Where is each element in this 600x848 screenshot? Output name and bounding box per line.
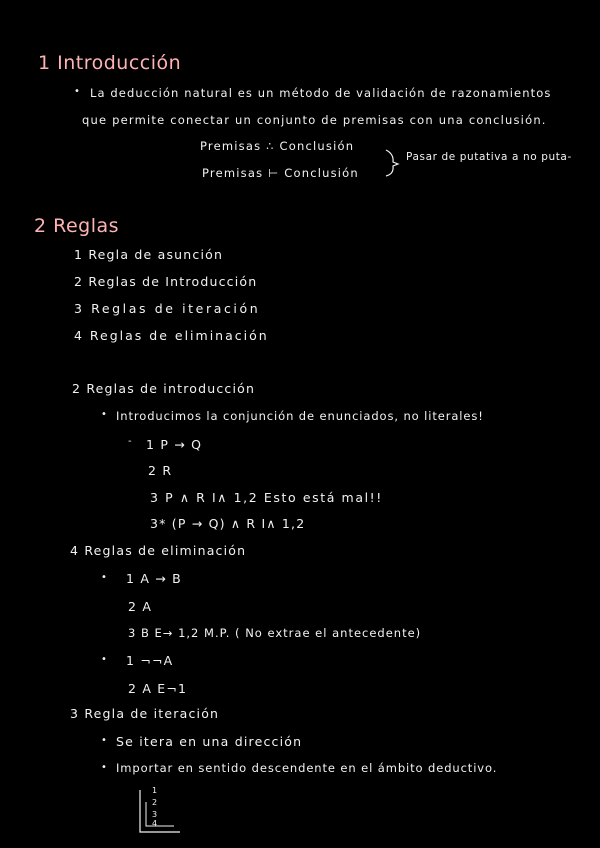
dash-icon: -: [128, 436, 132, 447]
iter-bullet-2: Importar en sentido descendente en el ámbito deductivo.: [116, 761, 498, 775]
scope-num: 3: [152, 810, 158, 819]
scope-num: 2: [152, 798, 158, 807]
scope-num: 1: [152, 786, 158, 795]
intro-note: Introducimos la conjunción de enunciados, no literales!: [116, 409, 484, 423]
bullet-icon: •: [74, 86, 80, 97]
rule-item: 4 Reglas de eliminación: [74, 328, 269, 343]
rule-item: 3 Reglas de iteración: [74, 301, 261, 316]
bullet-icon: •: [101, 572, 107, 583]
scope-num: 4: [152, 819, 158, 828]
proof-line: 3 B E→ 1,2 M.P. ( No extrae el antecedente): [128, 626, 422, 640]
proof-line: 1 P → Q: [146, 437, 203, 452]
section-1-heading: 1 Introducción: [38, 52, 182, 74]
iter-rules-title: 3 Regla de iteración: [70, 706, 220, 721]
proof-line: 3 P ∧ R I∧ 1,2 Esto está mal!!: [150, 490, 383, 505]
brace-icon: [384, 148, 400, 178]
proof-line: 2 A E¬1: [128, 681, 188, 696]
proof-line: 1 A → B: [126, 571, 182, 586]
proof-line: 2 A: [128, 599, 153, 614]
scope-diagram: [134, 786, 184, 836]
section-2-heading: 2 Reglas: [34, 215, 120, 237]
pasar-note: Pasar de putativa a no puta-: [406, 151, 572, 163]
proof-line: 1 ¬¬A: [126, 653, 174, 668]
proof-line: 3* (P → Q) ∧ R I∧ 1,2: [150, 516, 306, 531]
bullet-icon: •: [101, 735, 107, 746]
premisas-turnstile: Premisas ⊢ Conclusión: [202, 166, 359, 180]
rule-item: 1 Regla de asunción: [74, 247, 224, 262]
bullet-icon: •: [101, 762, 107, 773]
iter-bullet-1: Se itera en una dirección: [116, 734, 303, 749]
premisas-therefore: Premisas ∴ Conclusión: [200, 139, 355, 153]
intro-line-1: La deducción natural es un método de validación de razonamientos: [90, 86, 552, 100]
intro-rules-title: 2 Reglas de introducción: [72, 381, 256, 396]
bullet-icon: •: [101, 409, 107, 420]
rule-item: 2 Reglas de Introducción: [74, 274, 258, 289]
intro-line-2: que permite conectar un conjunto de premisas con una conclusión.: [82, 113, 547, 127]
proof-line: 2 R: [148, 463, 173, 478]
elim-rules-title: 4 Reglas de eliminación: [70, 543, 247, 558]
bullet-icon: •: [101, 654, 107, 665]
